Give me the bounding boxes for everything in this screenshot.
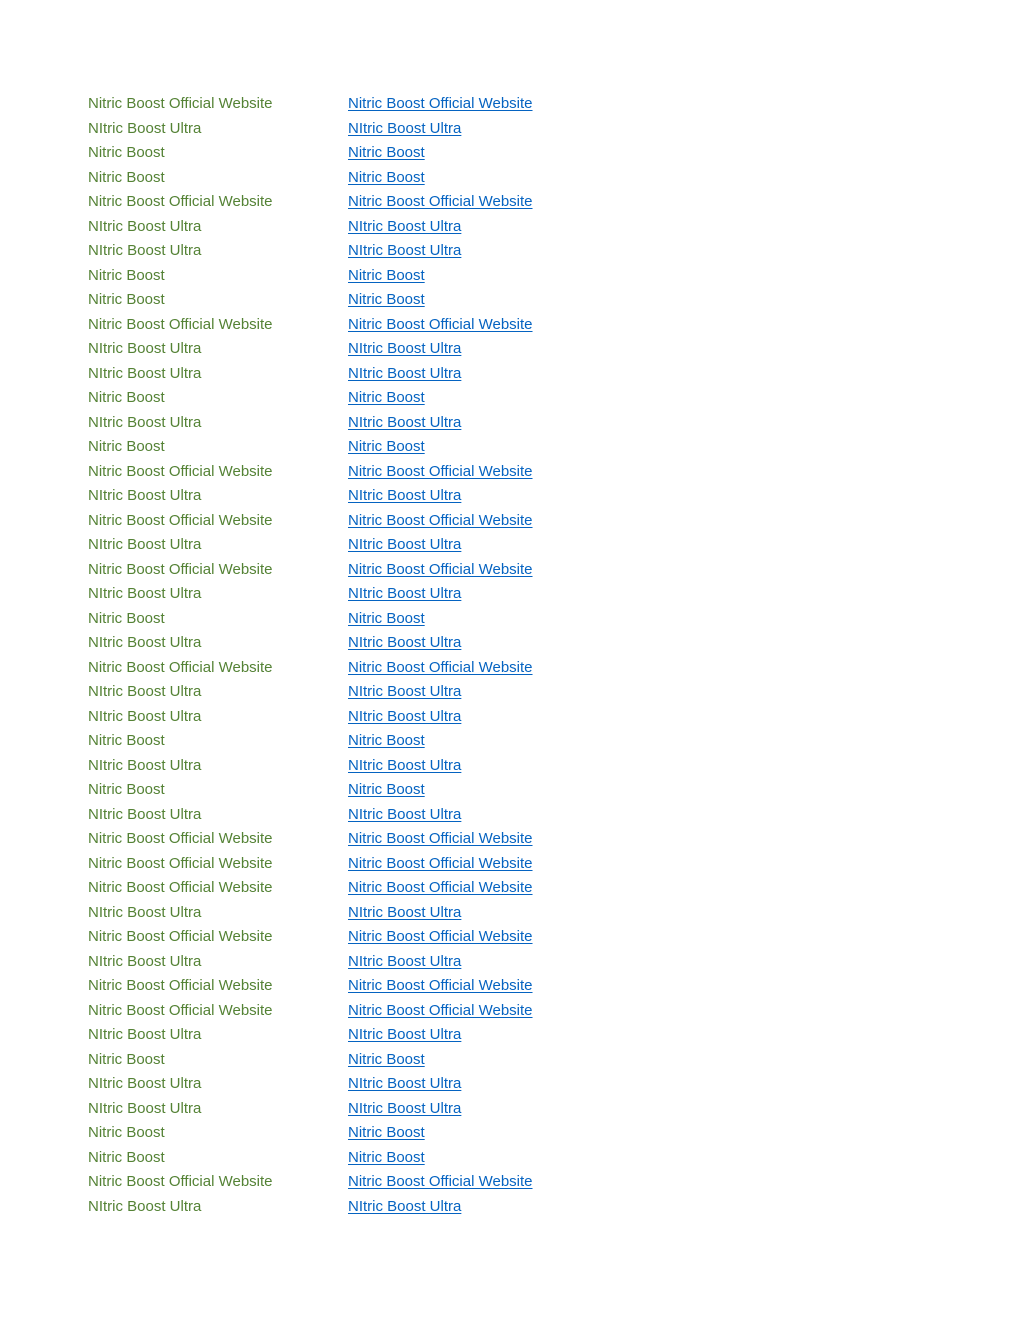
list-item bbox=[88, 386, 648, 411]
keyword-label: NItric Boost Ultra bbox=[88, 756, 202, 774]
keyword-label: Nitric Boost Official Website bbox=[88, 928, 273, 945]
keyword-label: Nitric Boost Official Website bbox=[88, 658, 273, 676]
keyword-label: Nitric Boost Official Website bbox=[88, 977, 273, 994]
keyword-link[interactable]: Nitric Boost Official Website bbox=[348, 315, 533, 333]
keyword-link[interactable]: NItric Boost Ultra bbox=[348, 340, 462, 357]
keyword-link[interactable]: Nitric Boost Official Website bbox=[348, 560, 533, 578]
keyword-label: Nitric Boost bbox=[88, 1148, 165, 1166]
keyword-link[interactable]: NItric Boost Ultra bbox=[348, 805, 462, 823]
list-item bbox=[88, 264, 648, 289]
list-item bbox=[88, 876, 648, 901]
keyword-link[interactable]: Nitric Boost Official Website bbox=[348, 830, 533, 847]
keyword-link[interactable]: NItric Boost Ultra bbox=[348, 756, 462, 774]
keyword-label: Nitric Boost bbox=[88, 291, 165, 308]
keyword-link[interactable]: NItric Boost Ultra bbox=[348, 1075, 462, 1092]
keyword-link[interactable]: Nitric Boost bbox=[348, 1148, 425, 1166]
keyword-link[interactable]: Nitric Boost bbox=[348, 732, 425, 749]
keyword-link[interactable]: NItric Boost Ultra bbox=[348, 585, 462, 602]
keyword-label: NItric Boost Ultra bbox=[88, 413, 202, 431]
keyword-label: NItric Boost Ultra bbox=[88, 536, 202, 553]
keyword-link[interactable]: Nitric Boost Official Website bbox=[348, 854, 533, 872]
keyword-label: NItric Boost Ultra bbox=[88, 487, 202, 504]
list-item bbox=[88, 1195, 648, 1220]
keyword-link[interactable]: Nitric Boost Official Website bbox=[348, 193, 533, 210]
keyword-label: NItric Boost Ultra bbox=[88, 242, 202, 259]
list-item bbox=[88, 729, 648, 754]
keyword-label: NItric Boost Ultra bbox=[88, 364, 202, 382]
keyword-label: NItric Boost Ultra bbox=[88, 1099, 202, 1117]
keyword-label: NItric Boost Ultra bbox=[88, 217, 202, 235]
keyword-link[interactable]: Nitric Boost bbox=[348, 144, 425, 161]
keyword-label: NItric Boost Ultra bbox=[88, 1197, 202, 1215]
list-item bbox=[88, 1023, 648, 1048]
list-item bbox=[88, 239, 648, 264]
list-item bbox=[88, 656, 648, 681]
list-item bbox=[88, 901, 648, 926]
list-item bbox=[88, 141, 648, 166]
keyword-label: Nitric Boost bbox=[88, 609, 165, 627]
keyword-link[interactable]: NItric Boost Ultra bbox=[348, 707, 462, 725]
keyword-link[interactable]: NItric Boost Ultra bbox=[348, 119, 462, 137]
keyword-label: Nitric Boost Official Website bbox=[88, 315, 273, 333]
list-item bbox=[88, 803, 648, 828]
keyword-link[interactable]: Nitric Boost Official Website bbox=[348, 879, 533, 896]
list-item bbox=[88, 1072, 648, 1097]
list-item bbox=[88, 533, 648, 558]
keyword-link[interactable]: NItric Boost Ultra bbox=[348, 242, 462, 259]
keyword-link-list bbox=[88, 92, 648, 1219]
keyword-link[interactable]: Nitric Boost Official Website bbox=[348, 928, 533, 945]
list-item bbox=[88, 852, 648, 877]
list-item bbox=[88, 950, 648, 975]
keyword-label: Nitric Boost bbox=[88, 144, 165, 161]
list-item bbox=[88, 1048, 648, 1073]
keyword-label: NItric Boost Ultra bbox=[88, 1075, 202, 1092]
keyword-link[interactable]: NItric Boost Ultra bbox=[348, 1026, 462, 1043]
keyword-link[interactable]: NItric Boost Ultra bbox=[348, 413, 462, 431]
list-item bbox=[88, 1097, 648, 1122]
list-item bbox=[88, 1146, 648, 1171]
keyword-link[interactable]: Nitric Boost bbox=[348, 291, 425, 308]
list-item bbox=[88, 337, 648, 362]
list-item bbox=[88, 460, 648, 485]
keyword-link[interactable]: Nitric Boost Official Website bbox=[348, 511, 533, 529]
list-item bbox=[88, 288, 648, 313]
keyword-link[interactable]: Nitric Boost bbox=[348, 438, 425, 455]
list-item bbox=[88, 607, 648, 632]
list-item bbox=[88, 827, 648, 852]
list-item bbox=[88, 558, 648, 583]
keyword-link[interactable]: Nitric Boost bbox=[348, 609, 425, 627]
keyword-link[interactable]: NItric Boost Ultra bbox=[348, 903, 462, 921]
keyword-label: Nitric Boost Official Website bbox=[88, 462, 273, 480]
list-item bbox=[88, 117, 648, 142]
keyword-label: NItric Boost Ultra bbox=[88, 707, 202, 725]
list-item bbox=[88, 313, 648, 338]
keyword-link[interactable]: Nitric Boost bbox=[348, 266, 425, 284]
keyword-label: NItric Boost Ultra bbox=[88, 340, 202, 357]
keyword-label: Nitric Boost bbox=[88, 1050, 165, 1068]
keyword-link[interactable]: NItric Boost Ultra bbox=[348, 1197, 462, 1215]
list-item bbox=[88, 1170, 648, 1195]
keyword-link[interactable]: NItric Boost Ultra bbox=[348, 634, 462, 651]
list-item bbox=[88, 974, 648, 999]
keyword-label: Nitric Boost bbox=[88, 732, 165, 749]
list-item bbox=[88, 582, 648, 607]
keyword-label: Nitric Boost Official Website bbox=[88, 193, 273, 210]
keyword-label: Nitric Boost Official Website bbox=[88, 1001, 273, 1019]
list-item bbox=[88, 362, 648, 387]
keyword-label: Nitric Boost Official Website bbox=[88, 1173, 273, 1190]
keyword-label: NItric Boost Ultra bbox=[88, 903, 202, 921]
keyword-label: NItric Boost Ultra bbox=[88, 952, 202, 970]
keyword-link[interactable]: Nitric Boost Official Website bbox=[348, 95, 533, 112]
keyword-label: Nitric Boost Official Website bbox=[88, 854, 273, 872]
keyword-link[interactable]: Nitric Boost Official Website bbox=[348, 658, 533, 676]
keyword-link[interactable]: Nitric Boost bbox=[348, 781, 425, 798]
list-item bbox=[88, 435, 648, 460]
keyword-label: NItric Boost Ultra bbox=[88, 1026, 202, 1043]
keyword-label: Nitric Boost Official Website bbox=[88, 511, 273, 529]
keyword-link[interactable]: Nitric Boost Official Website bbox=[348, 1173, 533, 1190]
keyword-label: NItric Boost Ultra bbox=[88, 634, 202, 651]
keyword-label: Nitric Boost bbox=[88, 389, 165, 406]
keyword-label: Nitric Boost bbox=[88, 438, 165, 455]
list-item bbox=[88, 411, 648, 436]
list-item bbox=[88, 925, 648, 950]
keyword-label: Nitric Boost bbox=[88, 1124, 165, 1141]
keyword-label: Nitric Boost bbox=[88, 266, 165, 284]
list-item bbox=[88, 509, 648, 534]
keyword-link[interactable]: NItric Boost Ultra bbox=[348, 217, 462, 235]
list-item bbox=[88, 754, 648, 779]
keyword-label: Nitric Boost Official Website bbox=[88, 560, 273, 578]
keyword-link[interactable]: Nitric Boost Official Website bbox=[348, 977, 533, 994]
keyword-link[interactable]: NItric Boost Ultra bbox=[348, 1099, 462, 1117]
keyword-link[interactable]: NItric Boost Ultra bbox=[348, 364, 462, 382]
keyword-link[interactable]: Nitric Boost bbox=[348, 1124, 425, 1141]
keyword-label: Nitric Boost Official Website bbox=[88, 830, 273, 847]
keyword-label: NItric Boost Ultra bbox=[88, 683, 202, 700]
keyword-link[interactable]: NItric Boost Ultra bbox=[348, 536, 462, 553]
list-item bbox=[88, 215, 648, 240]
list-item bbox=[88, 92, 648, 117]
keyword-label: NItric Boost Ultra bbox=[88, 585, 202, 602]
keyword-label: Nitric Boost Official Website bbox=[88, 95, 273, 112]
list-item bbox=[88, 166, 648, 191]
list-item bbox=[88, 631, 648, 656]
keyword-link[interactable]: Nitric Boost bbox=[348, 168, 425, 186]
keyword-link[interactable]: NItric Boost Ultra bbox=[348, 487, 462, 504]
keyword-link[interactable]: NItric Boost Ultra bbox=[348, 683, 462, 700]
keyword-link[interactable]: Nitric Boost Official Website bbox=[348, 1001, 533, 1019]
list-item bbox=[88, 1121, 648, 1146]
list-item bbox=[88, 680, 648, 705]
keyword-link[interactable]: Nitric Boost bbox=[348, 1050, 425, 1068]
keyword-link[interactable]: Nitric Boost Official Website bbox=[348, 462, 533, 480]
keyword-label: Nitric Boost bbox=[88, 168, 165, 186]
keyword-link[interactable]: NItric Boost Ultra bbox=[348, 952, 462, 970]
keyword-label: Nitric Boost Official Website bbox=[88, 879, 273, 896]
list-item bbox=[88, 484, 648, 509]
keyword-label: NItric Boost Ultra bbox=[88, 119, 202, 137]
keyword-label: Nitric Boost bbox=[88, 781, 165, 798]
list-item bbox=[88, 999, 648, 1024]
keyword-label: NItric Boost Ultra bbox=[88, 805, 202, 823]
keyword-link[interactable]: Nitric Boost bbox=[348, 389, 425, 406]
list-item bbox=[88, 190, 648, 215]
list-item bbox=[88, 778, 648, 803]
list-item bbox=[88, 705, 648, 730]
